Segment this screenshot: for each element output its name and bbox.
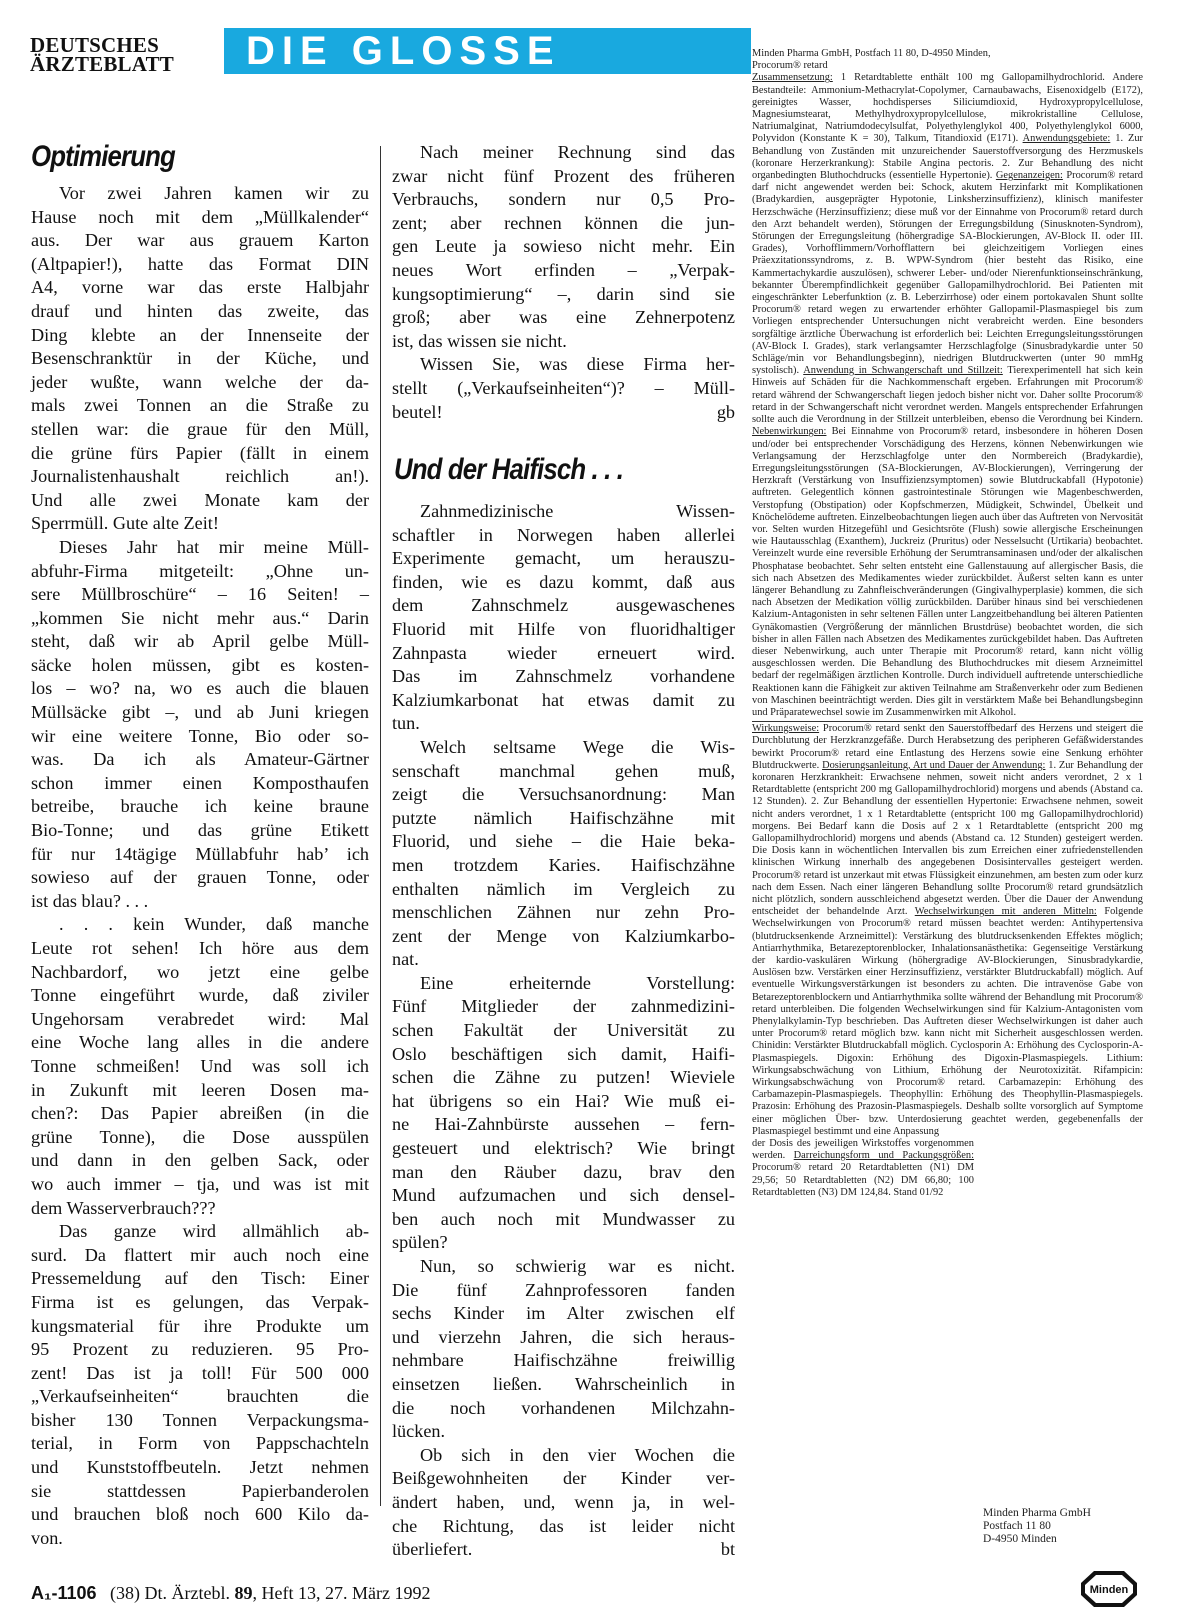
text-line: nehmbare Haifischzähne freiwillig [392, 1350, 735, 1371]
journal-name [30, 33, 210, 76]
text-line: Fluorid, und siehe – die Haie beka- [392, 831, 735, 852]
footer-journal: Dt. Ärztebl. [144, 1583, 230, 1603]
company-name: Minden Pharma GmbH [983, 1507, 1091, 1519]
ad-header-address: Minden Pharma GmbH, Postfach 11 80, D-4950 Minden, [752, 48, 991, 59]
text-line: spülen? [392, 1232, 448, 1253]
text-line: ne Hai-Zahnbürste aussehen – fern- [392, 1114, 735, 1135]
text-line: Journalistenhaushalt reichlich an!). [31, 466, 369, 487]
label-wirkungsweise: Wirkungsweise: [752, 723, 820, 735]
text-tail: der Dosis des jeweiligen Wirkstoffes vorgenommen werden. [752, 1138, 974, 1162]
text-zusammensetzung: 1 Retardtablette enthält 100 mg Gallopamilhydrochlorid. Andere Bestandteile: Ammonium-Methacrylat-Copolymer, Carnaubawachs, Eisenoxidgelb (E172), gereinigtes Wasser, hochdisperses Siliciumdioxid, Hydroxypropylcellulose, Magnesiumstearat, Methylhydroxypropylcellulose, mikrokristalline Cellulose, Natriumalginat, Natriumdodecylsulfat, Polyethylenglykol 400, Polyethylenglykol 6000, Polyvidon (Konstante K = 30), Talkum, Titandioxid (E171). [752, 72, 1143, 145]
text-line: wir eine weitere Tonne, Bio oder so- [31, 725, 369, 746]
text-line: bisher 130 Tonnen Verpackungsma- [31, 1409, 369, 1430]
text-line: einsetzen ließen. Wahrscheinlich in [392, 1373, 735, 1394]
footer-volume: 89 [234, 1583, 253, 1603]
text-line: Nachbardorf, wo jetzt eine gelbe [31, 961, 369, 982]
text-line: menschlichen Zähnen nur zehn Pro- [392, 902, 735, 923]
text-line: beutel! gb [392, 401, 735, 425]
text-line: kungsmaterial für ihre Produkte um [31, 1315, 369, 1336]
label-anwendungsgebiete: Anwendungsgebiete: [1022, 133, 1111, 145]
text-line: steht, daß wir ab April gelbe Müll- [31, 631, 369, 652]
text-line: Nun, so schwierig war es nicht. [420, 1256, 735, 1276]
text-line: Sperrmüll. Gute alte Zeit! [31, 513, 219, 534]
text-line: Und alle zwei Monate kam der [31, 489, 369, 510]
text-line: gen Leute ja sowieso nicht mehr. Ein [392, 236, 735, 257]
text-line: sowieso auf der grauen Tonne, oder [31, 867, 369, 888]
ad-header-product: Procorum® retard [752, 60, 828, 72]
text-line: chen?: Das Papier abreißen (in die [31, 1103, 369, 1124]
text-line: los – wo? na, wo es auch die blauen [31, 678, 369, 699]
text-line: zent! Das ist ja toll! Für 500 000 [31, 1362, 369, 1383]
ad-body [752, 72, 1143, 719]
text-line: „kommen Sie nicht mehr aus.“ Darin [31, 607, 369, 628]
label-schwangerschaft: Anwendung in Schwangerschaft und Stillzeit: [803, 365, 1003, 377]
text-line: surd. Da flattert mir auch noch eine [31, 1244, 369, 1265]
section-title: DIE GLOSSE [246, 29, 561, 73]
article1-continuation [392, 141, 735, 424]
text-line: wo auch immer – tja, und was ist mit [31, 1173, 369, 1194]
text-line: Zahnmedizinische Wissen- [420, 501, 735, 521]
text-line: (Altpapier!), hatte das Format DIN [31, 253, 369, 274]
text-line: tun. [392, 713, 420, 734]
text-line: che Richtung, das ist leider nicht [392, 1515, 735, 1536]
text-line: Ob sich in den vier Wochen die [420, 1444, 735, 1465]
minden-logo-icon [1080, 1570, 1138, 1608]
ad-tail [752, 1138, 974, 1199]
text-line: Wissen Sie, was diese Firma her- [420, 354, 735, 375]
logo-wordmark: Minden [1089, 1584, 1129, 1596]
text-line: stellt („Verkaufseinheiten“)? – Müll- [392, 377, 735, 398]
text-line: abfuhr-Firma mitgeteilt: „Ohne un- [31, 560, 369, 581]
text-line: Fluorid mit Hilfe von fluoridhaltiger [392, 618, 735, 639]
company-postbox: Postfach 11 80 [983, 1520, 1051, 1532]
page-number: (38) [110, 1583, 140, 1603]
text-line: betreibe, brauche ich keine braune [31, 796, 369, 817]
text-line: aus. Der war aus grauem Karton [31, 230, 369, 251]
text-line: terial, in Form von Pappschachteln [31, 1433, 369, 1454]
text-line: Fünf Mitglieder der zahnmedizini- [392, 996, 735, 1017]
text-line: in Zukunft mit leeren Dosen ma- [31, 1079, 369, 1100]
text-nebenwirkungen: Bei Einnahme von Procorum® retard, insbesondere in höheren Dosen und/oder bei entsprechender Vorschädigung des Herzens, können Nebenwirkungen wie Verlangsamung der Herzschlagfolge unter den Normbereich (Bradykardie), Erregungsleitungsstörungen (SA-Blockierungen, AV-Blockierungen), Verringerung der Herzkraft (Verstärkung von Insuffizienzsymptomen) sowie Blutdruckabfall (Hypotonie) auftreten. Gelegentlich können gastrointestinale Störungen wie Magenbeschwerden, Verstopfung (Obstipation) oder Kopfschmerzen, Müdigkeit, Schwindel, Übelkeit und Knöchelödeme auftreten. Einzelbeobachtungen liegen auch über das Auftreten von Nervosität vor. Selten wurden Hitzegefühl und Gesichtsröte (Flush) sowie allergische Erscheinungen wie Hautausschlag (Exanthem), Juckreiz (Pruritus) oder Nesselsucht (Urtikaria) beobachtet. Vereinzelt wurde eine reversible Erhöhung der Serumtransaminasen und/oder der alkalischen Phosphatase beobachtet. Sehr selten entsteht eine Gallenstauung auf allergischer Basis, die sich nach Absetzen des Medikamentes wieder zurückbildet. Äußerst selten kann es unter längerer Behandlung zu Zahnfleischveränderungen (Gingivalhyperplasie) kommen, die sich nach Absetzen der Medikation völlig zurückbilden. Darüber hinaus sind bei verschiedenen Kalzium-Antagonisten in sehr seltenen Fällen unter Langzeitbehandlung bei älteren Patienten Gynäkomastien (Vergrößerung der männlichen Brustdrüse) beobachtet worden, die sich bisher in allen Fällen nach Absetzen des Medikamentes zurückgebildet haben. Das Auftreten dieser Nebenwirkung, auch unter Therapie mit Procorum® retard, kann nicht völlig ausgeschlossen werden. Die Behandlung des Bluthochdruckes mit diesem Arzneimittel bedarf der regelmäßigen ärztlichen Kontrolle. Durch individuell auftretende unterschiedliche Reaktionen kann die Fähigkeit zur aktiven Teilnahme am Straßenverkehr oder zum Bedienen von Maschinen beeinträchtigt werden. Dies gilt in verstärktem Maße bei Behandlungsbeginn und Präparatewechsel sowie im Zusammenwirken mit Alkohol. [752, 426, 1143, 718]
text-line: „Verkaufseinheiten“ brauchten die [31, 1386, 369, 1407]
text-line: säcke holen müssen, gibt es kosten- [31, 654, 369, 675]
text-line: Die fünf Zahnprofessoren fanden [392, 1279, 735, 1300]
text-line: Bio-Tonne; und das grüne Etikett [31, 820, 369, 841]
text-line: finden, wie es dazu kommt, daß aus [392, 571, 735, 592]
text-line: groß; aber was eine Zehnerpotenz [392, 307, 735, 328]
text-line: drauf und hinten das zweite, das [31, 300, 369, 321]
text-line: stellen war: die graue für den Müll, [31, 418, 369, 439]
ad-header [752, 48, 1143, 72]
text-line: zent der Menge von Kalziumkarbo- [392, 925, 735, 946]
text-line: neues Wort erfinden – „Verpak- [392, 259, 735, 280]
text-line: Nach meiner Rechnung sind das [420, 142, 735, 162]
text-line: die noch vorhandenen Milchzahn- [392, 1397, 735, 1418]
label-darreichung: Darreichungsform und Packungsgrößen: [793, 1150, 974, 1162]
text-line: schon immer einen Komposthaufen [31, 772, 369, 793]
ad-separator [752, 721, 1143, 722]
author-initials: gb [716, 401, 735, 422]
drug-information-ad [752, 48, 1143, 1199]
text-line: Leute rot sehen! Ich höre aus dem [31, 938, 369, 958]
text-line: Verbrauchs, sondern nur 0,5 Pro- [392, 189, 735, 210]
text-line: Kalziumkarbonat hat etwas damit zu [392, 689, 735, 710]
text-line: Oslo beschäftigen sich damit, Haifi- [392, 1043, 735, 1064]
text-wirkungsweise: Procorum® retard senkt den Sauerstoffbedarf des Herzens und steigert die Durchblutung der Herzkranzgefäße. Durch Herabsetzung des peripheren Gefäßwiderstandes bewirkt Procorum® retard eine Entlastung des Herzens sowie eine Senkung erhöhter Blutdruckwerte. [752, 723, 1143, 771]
text-line: Welch seltsame Wege die Wis- [420, 736, 735, 757]
text-line: Beißgewohnheiten der Kinder ver- [392, 1468, 735, 1489]
text-line: A4, vorne war das erste Halbjahr [31, 277, 369, 298]
text-line: enthalten nämlich im Vergleich zu [392, 878, 735, 899]
text-line: und Kunststoffbeuteln. Jetzt nehmen [31, 1457, 369, 1478]
text-line: jeder wußte, wann welche der da- [31, 371, 369, 392]
footer-issue: , Heft 13, 27. März 1992 [252, 1583, 431, 1603]
company-city: D-4950 Minden [983, 1533, 1057, 1545]
text-line: Vor zwei Jahren kamen wir zu [59, 183, 369, 203]
text-line: Mund aufzumachen und sich densel- [392, 1185, 735, 1206]
text-line: zwar nicht fünf Prozent des früheren [392, 165, 735, 186]
text-line: gesteuert und elektrisch? Wie bringt [392, 1138, 735, 1159]
page-footer [31, 1582, 430, 1604]
text-darreichung: Procorum® retard 20 Retardtabletten (N1) DM 29,56; 50 Retardtabletten (N2) DM 66,80; 100 Retardtabletten (N3) DM 124,84. Stand 01/92 [752, 1162, 974, 1198]
company-address [983, 1507, 1143, 1546]
article2-body [392, 500, 735, 1562]
text-line: sie stattdessen Papierbanderolen [31, 1480, 369, 1501]
text-line: Eine erheiternde Vorstellung: [420, 972, 735, 993]
text-line: schaftler in Norwegen haben allerlei [392, 524, 735, 545]
text-line: . . . kein Wunder, daß manche [59, 914, 369, 935]
text-line: die grüne fürs Papier (fällt in einem [31, 442, 369, 463]
text-line: schen die Zähne zu putzen! Wieviele [392, 1067, 735, 1088]
text-anwendungsgebiete: 1. Zur Behandlung von Zuständen mit unzureichender Sauerstoffversorgung des Herzmuskels (koronare Herzerkrankung): Stabile Angina pectoris. 2. Zur Behandlung des nicht organbedingten Bluthochdrucks (essentielle Hypertonie). [752, 133, 1143, 182]
article1-body [31, 182, 369, 1550]
text-line: und brauchen bloß noch 600 Kilo da- [31, 1504, 369, 1525]
text-line: was. Da ich als Amateur-Gärtner [31, 749, 369, 770]
text-line: Ding klebte an der Innenseite der [31, 324, 369, 345]
text-line: Besenschranktür in der Küche, und [31, 348, 369, 369]
text-line: eine Woche lang alles in die andere [31, 1032, 369, 1053]
journal-name-line1: DEUTSCHES [30, 33, 160, 57]
ad-body-2 [752, 723, 1143, 1138]
text-line: ben auch noch mit Mundwasser zu [392, 1208, 735, 1229]
text-line: Tonne schmeißen! Und was soll ich [31, 1055, 369, 1076]
text-line: nat. [392, 949, 419, 970]
text-line: Das ganze wird allmählich ab- [59, 1221, 369, 1242]
text-wechselwirkungen: Folgende Wechselwirkungen von Procorum® retard müssen beachtet werden: Antihypertensiva (blutdrucksenkende Arzneimittel): Verstärkung des blutdrucksenkenden Effektes möglich; Antiarrhythmika, Betarezeptorenblocker, Inhalationsanästhetika: Gegenseitige Verstärkung der kardio-vaskulären Wirkung (höhergradige AV-Blockierungen, Sinusbradykardie, Auslösen bzw. Verstärken einer Herzinsuffizienz, verstärkter Blutdruckabfall) möglich. Auf eventuelle Wirkungsverstärkungen ist besonders zu achten. Die intravenöse Gabe von Betarezeptorenblockern und Antiarrhythmika sollte während der Behandlung mit Procorum® retard unterbleiben. Die folgenden Wechselwirkungen sind für Kalzium-Antagonisten vom Phenylalkylamin-Typ beschrieben. Das Auftreten dieser Wechselwirkungen ist daher auch unter Procorum® retard möglich bzw. kann nicht mit Sicherheit ausgeschlossen werden. Chinidin: Verstärkter Blutdruckabfall möglich. Cyclosporin A: Erhöhung des Cyclosporin-A-Plasmaspiegels. Digoxin: Erhöhung des Digoxin-Plasmaspiegels. Lithium: Wirkungsabschwächung von Lithium, Erhöhung der Neurotoxizität. Rifampicin: Wirkungsabschwächung von Procorum® retard. Carbamazepin: Erhöhung des Carbamazepin-Plasmaspiegels. Theophyllin: Erhöhung des Theophyllin-Plasmaspiegels. Prazosin: Erhöhung des Prazosin-Plasmaspiegels. Deshalb sollte vorsorglich auf Symptome einer möglichen Über- bzw. Unterdosierung geachtet werden, gegebenenfalls der Plasmaspiegel bestimmt und eine Anpassung [752, 906, 1143, 1137]
text-line: kungsoptimierung“ –, darin sind sie [392, 283, 735, 304]
text-line: dem Zahnschmelz ausgewaschenes [392, 595, 735, 616]
article2-title: Und der Haifisch . . . [394, 453, 624, 486]
text-line: dem Wasserverbrauch??? [31, 1197, 216, 1218]
text-dosierung: 1. Zur Behandlung der koronaren Herzkrankheit: Erwachsene nehmen, soweit nicht anders verordnet, 2 x 1 Retardtablette (entspricht 200 mg Gallopamilhydrochlorid) morgens und abends (Abstand ca. 12 Stunden). 2. Zur Behandlung der essentiellen Hypertonie: Erwachsene nehmen, soweit nicht anders verordnet, 1 x 1 Retardtablette (entspricht 100 mg Gallopamilhydrochlorid) morgens. Bei Bedarf kann die Dosis auf 2 x 1 Retardtablette (entspricht 200 mg Gallopamilhydrochlorid) morgens und abends (Abstand ca. 12 Stunden) gesteigert werden. Die Dosis kann in wöchentlichen Intervallen bis zum Erreichen einer zufriedenstellenden klinischen Wirkung innerhalb des angegebenen Dosisintervalles gesteigert werden. Procorum® retard ist unzerkaut mit etwas Flüssigkeit einzunehmen, am besten zum oder kurz nach dem Essen. Nach einer längeren Behandlung sollte Procorum® retard grundsätzlich nicht plötzlich, sondern ausschleichend abgesetzt werden. Über die Dauer der Anwendung entscheidet der behandelnde Arzt. [752, 759, 1144, 918]
text-line: 95 Prozent zu reduzieren. 95 Pro- [31, 1339, 369, 1360]
text-line: und vierzehn Jahren, die sich heraus- [392, 1326, 735, 1347]
text-line: von. [31, 1527, 63, 1548]
text-line: zent; aber rechnen können die jun- [392, 212, 735, 233]
text-line: Müllsäcke gibt –, und ab Juni kriegen [31, 702, 369, 723]
journal-name-line2: ÄRZTEBLATT [30, 52, 174, 76]
text-line: Das im Zahnschmelz vorhandene [392, 666, 735, 687]
text-line: Pressemeldung auf den Tisch: Einer [31, 1268, 369, 1289]
text-line: ist das blau? . . . [31, 890, 149, 911]
article1-title: Optimierung [31, 140, 175, 173]
text-line: sechs Kinder im Alter zwischen elf [392, 1303, 735, 1324]
label-wechselwirkungen: Wechselwirkungen mit anderen Mitteln: [914, 906, 1097, 918]
text-line: grüne Tonne), die Dose ausspülen [31, 1126, 369, 1147]
text-line: Dieses Jahr hat mir meine Müll- [59, 536, 369, 557]
text-line: hat übrigens so ein Hai? Wie muß ei- [392, 1090, 735, 1111]
author-initials: bt [720, 1539, 735, 1560]
column-divider [380, 146, 381, 1506]
text-line: schen Fakultät der Universität zu [392, 1020, 735, 1041]
text-line: Experimente gemacht, um herauszu- [392, 548, 735, 569]
text-line: Zahnpasta wieder erneuert wird. [392, 642, 735, 663]
label-dosierung: Dosierungsanleitung, Art und Dauer der Anwendung: [822, 759, 1046, 771]
label-zusammensetzung: Zusammensetzung: [752, 72, 833, 84]
label-nebenwirkungen: Nebenwirkungen: [752, 426, 827, 438]
text-line: Firma ist es gelungen, das Verpak- [31, 1291, 369, 1312]
text-line: men trotzdem Karies. Haifischzähne [392, 854, 735, 875]
text-line: zeigt die Versuchsanordnung: Man [392, 784, 735, 805]
page-code: A₁-1106 [31, 1583, 97, 1603]
text-line: für nur 14tägige Müllabfuhr hab’ ich [31, 843, 369, 864]
text-line: ist, das wissen sie nicht. [392, 330, 567, 351]
text-line: man den Räuber dazu, brav den [392, 1161, 735, 1182]
text-line: sere Müllbroschüre“ – 16 Seiten! – [31, 584, 369, 605]
text-line: Tonne eingeführt wurde, daß ziviler [31, 985, 369, 1006]
text-line: ändert haben, und, wenn ja, in wel- [392, 1491, 735, 1512]
text-line: lücken. [392, 1421, 446, 1442]
text-line: senschaft manchmal gehen muß, [392, 760, 735, 781]
text-line: putzte nämlich Haifischzähne mit [392, 807, 735, 828]
text-line: überliefert. bt [392, 1538, 735, 1562]
text-gegenanzeigen: Procorum® retard darf nicht angewendet werden bei: Schock, akutem Herzinfarkt mit Komplikationen (Bradykardien, ausgeprägter Hypotonie, Linksherzinsuffizienz), klinisch manifester Herzschwäche (Herzinsuffizienz; diese muß vor der Einnahme von Procorum® retard durch den Arzt behandelt werden), Störungen der Erregungsbildung (Sinusknoten-Syndrom), Störungen der Erregungsleitung (höhergradige SA-Blockierungen, AV-Block II. oder III. Grades), Vorhofflimmern/Vorhofflattern bei gleichzeitigem Vorliegen eines Präexzitationssyndroms, z. B. WPW-Syndrom (hier besteht das Risiko, eine Kammertachykardie auszulösen), schwerer Leber- und/oder Nierenfunktionseinschränkung, bekannter Überempfindlichkeit gegenüber Gallopamilhydrochlorid. Bei Patienten mit eingeschränkter Leberfunktion (z. B. Leberzirrhose) oder einem portokavalen Shunt sollte Procorum® retard wegen zu erwartender erhöhter Gallopamil-Plasmaspiegel bis zum Vorliegen entsprechender Untersuchungen nicht verabreicht werden. Eine besonders sorgfältige ärztliche Überwachung ist erforderlich bei: Leichten Erregungsleitungsstörungen (AV-Block I. Grades), stark verlangsamter Herzschlagfolge (Sinusbradykardie unter 50 Schläge/min vor Behandlungsbeginn), niedrigen Blutdruckwerten (unter 90 mmHg systolisch). [752, 170, 1144, 377]
text-line: Ungehorsam verabredet wird: Mal [31, 1008, 369, 1029]
text-line: mals zwei Tonnen an die Straße zu [31, 395, 369, 416]
label-gegenanzeigen: Gegenanzeigen: [995, 170, 1063, 182]
text-schwangerschaft: Tierexperimentell hat sich kein Hinweis auf Schäden für die Nachkommenschaft ergeben. Erfahrungen mit Procorum® retard während der Schwangerschaft liegen jedoch bisher nicht vor. Daher sollte Procorum® retard in der Schwangerschaft nicht verordnet werden. Mangels entsprechender Erfahrungen sollte auch die Verordnung in der Stillzeit unterbleiben, ebenso die Verordnung bei Kindern. [752, 365, 1143, 426]
text-line: und dann in den gelben Sack, oder [31, 1150, 369, 1171]
text-line: Hause noch mit dem „Müllkalender“ [31, 206, 369, 227]
